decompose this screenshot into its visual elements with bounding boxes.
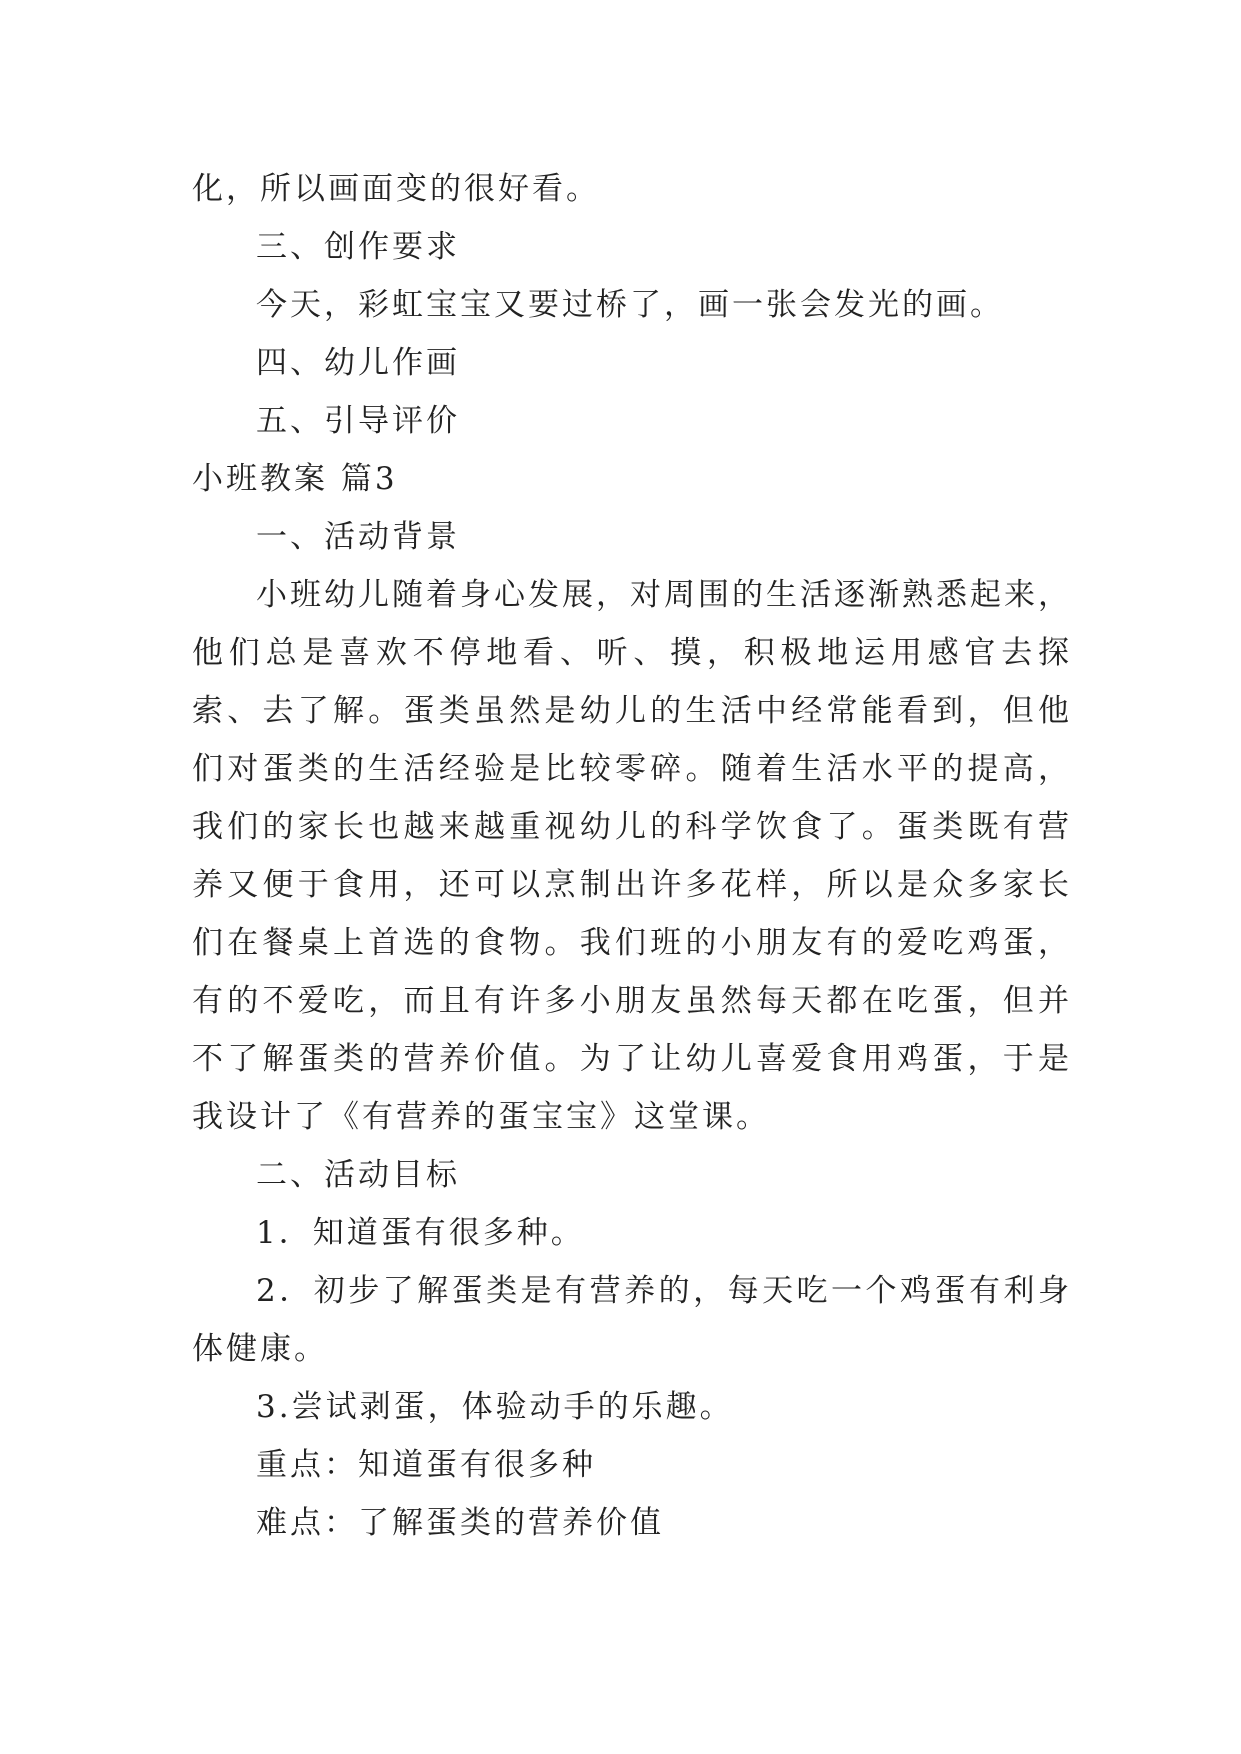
goal-item-1: 1．知道蛋有很多种。 bbox=[256, 1215, 585, 1251]
heading-children-drawing: 四、幼儿作画 bbox=[256, 345, 460, 381]
heading-activity-background: 一、活动背景 bbox=[256, 519, 460, 555]
section-title: 小班教案 篇3 bbox=[192, 461, 398, 497]
text-line-continuation: 化，所以画面变的很好看。 bbox=[192, 171, 600, 207]
goal-item-3: 3.尝试剥蛋，体验动手的乐趣。 bbox=[256, 1389, 734, 1425]
goal-item-2: 2．初步了解蛋类是有营养的，每天吃一个鸡蛋有利身体健康。 bbox=[192, 1273, 1072, 1367]
heading-creation-requirements: 三、创作要求 bbox=[256, 229, 460, 265]
paragraph-activity-background: 小班幼儿随着身心发展，对周围的生活逐渐熟悉起来，他们总是喜欢不停地看、听、摸，积极地运用感官去探索、去了解。蛋类虽然是幼儿的生活中经常能看到，但他们对蛋类的生活经验是比较零碎。随着生活水平的提高，我们的家长也越来越重视幼儿的科学饮食了。蛋类既有营养又便于食用，还可以烹制出许多花样，所以是众多家长们在餐桌上首选的食物。我们班的小朋友有的爱吃鸡蛋，有的不爱吃，而且有许多小朋友虽然每天都在吃蛋，但并不了解蛋类的营养价值。为了让幼儿喜爱食用鸡蛋，于是我设计了《有营养的蛋宝宝》这堂课。 bbox=[192, 577, 1072, 1135]
key-point: 重点：知道蛋有很多种 bbox=[256, 1447, 596, 1483]
document-body bbox=[192, 160, 1072, 1552]
heading-activity-goals: 二、活动目标 bbox=[256, 1157, 460, 1193]
heading-guided-evaluation: 五、引导评价 bbox=[256, 403, 460, 439]
difficulty-point: 难点：了解蛋类的营养价值 bbox=[256, 1505, 664, 1541]
text-line-requirement: 今天，彩虹宝宝又要过桥了，画一张会发光的画。 bbox=[256, 287, 1004, 323]
